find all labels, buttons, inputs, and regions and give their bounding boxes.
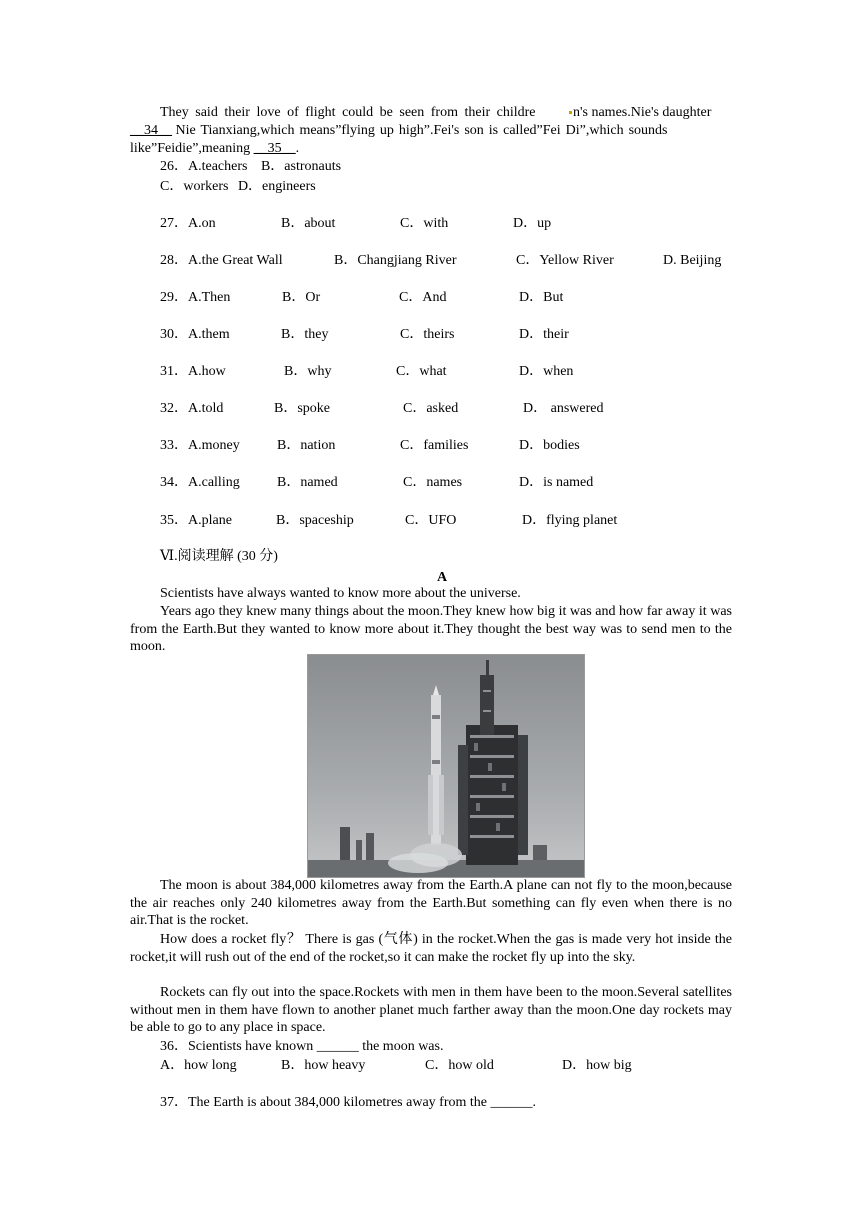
question-number: 33． bbox=[160, 438, 188, 453]
passage-line-1-end: n's names.Nie's daughter bbox=[568, 104, 711, 122]
q26-option-b: B．astronauts bbox=[260, 159, 342, 174]
option-c: C．families bbox=[400, 438, 469, 453]
q36-option-d: D．how big bbox=[562, 1058, 632, 1073]
option-a: A.them bbox=[188, 327, 230, 342]
question-36-stem: 36．Scientists have known ______ the moon was. bbox=[160, 1039, 444, 1054]
passage-line-2-text: Nie Tianxiang,which means”flying up high”.Fei's son is called”Fei Di”,which sounds bbox=[175, 123, 668, 138]
question-number-and-option-a bbox=[160, 474, 240, 492]
option-b: B．spaceship bbox=[276, 513, 354, 528]
rocket-launch-photo bbox=[307, 654, 585, 878]
question-number-and-option-a bbox=[160, 215, 216, 233]
option-b: B．they bbox=[281, 327, 329, 342]
option-d: D. Beijing bbox=[663, 253, 722, 268]
option-d: D． answered bbox=[523, 401, 604, 416]
option-c: C．UFO bbox=[405, 513, 457, 528]
reading-paragraph-2: Years ago they knew many things about the moon.They knew how big it was and how far away it was from the Earth.But they wanted to know more about it.They thought the best way was to send men to the moon. bbox=[130, 604, 732, 655]
option-a: A.the Great Wall bbox=[188, 253, 283, 268]
question-number-and-option-a bbox=[160, 289, 230, 307]
q26-option-d: D．engineers bbox=[237, 179, 316, 194]
option-d: D．But bbox=[519, 290, 564, 305]
q36-option-c: C．how old bbox=[425, 1058, 494, 1073]
option-c: C．what bbox=[396, 364, 447, 379]
option-a: A.told bbox=[188, 401, 224, 416]
question-number: 29． bbox=[160, 290, 188, 305]
option-c: C．Yellow River bbox=[516, 253, 614, 268]
option-a: A.Then bbox=[188, 290, 231, 305]
passage-line-1-text: They said their love of flight could be seen from their childre bbox=[160, 105, 536, 120]
question-number: 35． bbox=[160, 513, 188, 528]
option-d: D．up bbox=[513, 216, 552, 231]
option-b: B．nation bbox=[277, 438, 336, 453]
question-number: 28． bbox=[160, 253, 188, 268]
option-c: C．asked bbox=[403, 401, 459, 416]
reading-paragraph-3: The moon is about 384,000 kilometres away from the Earth.A plane can not fly to the moon,because the air reaches only 240 kilometres away from the Earth.But something can fly even when there is no air.That is the rocket. bbox=[130, 878, 732, 929]
question-number: 31． bbox=[160, 364, 188, 379]
option-b: B．why bbox=[284, 364, 332, 379]
question-number-and-option-a bbox=[160, 400, 223, 418]
option-a: A.money bbox=[188, 438, 240, 453]
reading-paragraph-5: Rockets can fly out into the space.Rockets with men in them have been to the moon.Several satellites without men in them have flown to another planet much farther away than the moon.One day rockets may be able to go to any place in space. bbox=[130, 985, 732, 1036]
option-d: D．bodies bbox=[519, 438, 580, 453]
passage-label: A bbox=[437, 570, 448, 585]
passage-line-3: like”Feidie”,meaning __35__. bbox=[130, 141, 300, 156]
option-d: D．flying planet bbox=[522, 513, 618, 528]
option-b: B．Changjiang River bbox=[334, 253, 457, 268]
question-number-and-option-a bbox=[160, 363, 226, 381]
option-c: C．names bbox=[403, 475, 463, 490]
q26-option-a: A.teachers bbox=[188, 159, 248, 174]
question-number: 32． bbox=[160, 401, 188, 416]
question-26: 26．A.teachers B．astronauts bbox=[160, 159, 342, 174]
question-number-and-option-a bbox=[160, 252, 283, 270]
reading-paragraph-1: Scientists have always wanted to know more about the universe. bbox=[160, 586, 521, 601]
section-heading: Ⅵ.阅读理解 (30 分) bbox=[160, 549, 278, 564]
q26-option-c: C．workers bbox=[160, 179, 229, 194]
question-26-line-2 bbox=[160, 178, 316, 196]
question-37-stem: 37．The Earth is about 384,000 kilometres away from the ______. bbox=[160, 1095, 536, 1110]
option-a: A.calling bbox=[188, 475, 240, 490]
question-number: 27． bbox=[160, 216, 188, 231]
option-b: B．Or bbox=[282, 290, 321, 305]
option-c: C．theirs bbox=[400, 327, 455, 342]
question-number-and-option-a bbox=[160, 326, 230, 344]
option-a: A.on bbox=[188, 216, 216, 231]
blank-35: __35__ bbox=[253, 141, 296, 156]
passage-line-2 bbox=[130, 122, 667, 140]
option-d: D．their bbox=[519, 327, 569, 342]
option-d: D．when bbox=[519, 364, 574, 379]
stray-mark bbox=[569, 111, 572, 114]
question-number: 30． bbox=[160, 327, 188, 342]
option-b: B．about bbox=[281, 216, 336, 231]
option-d: D．is named bbox=[519, 475, 594, 490]
question-number-and-option-a bbox=[160, 512, 232, 530]
question-number-and-option-a bbox=[160, 437, 240, 455]
option-a: A.plane bbox=[188, 513, 232, 528]
option-b: B．spoke bbox=[274, 401, 330, 416]
q36-option-a: A．how long bbox=[160, 1058, 237, 1073]
option-b: B．named bbox=[277, 475, 338, 490]
reading-paragraph-4: How does a rocket fly？ There is gas (气体) in the rocket.When the gas is made very hot inside the rocket,it will rush out of the end of the rocket,so it can make the rocket fly up into the sky. bbox=[130, 932, 732, 965]
option-c: C．And bbox=[399, 290, 447, 305]
option-c: C．with bbox=[400, 216, 449, 231]
blank-34: __34__ bbox=[130, 123, 172, 138]
q36-option-b: B．how heavy bbox=[281, 1058, 366, 1073]
question-number: 34． bbox=[160, 475, 188, 490]
option-a: A.how bbox=[188, 364, 226, 379]
